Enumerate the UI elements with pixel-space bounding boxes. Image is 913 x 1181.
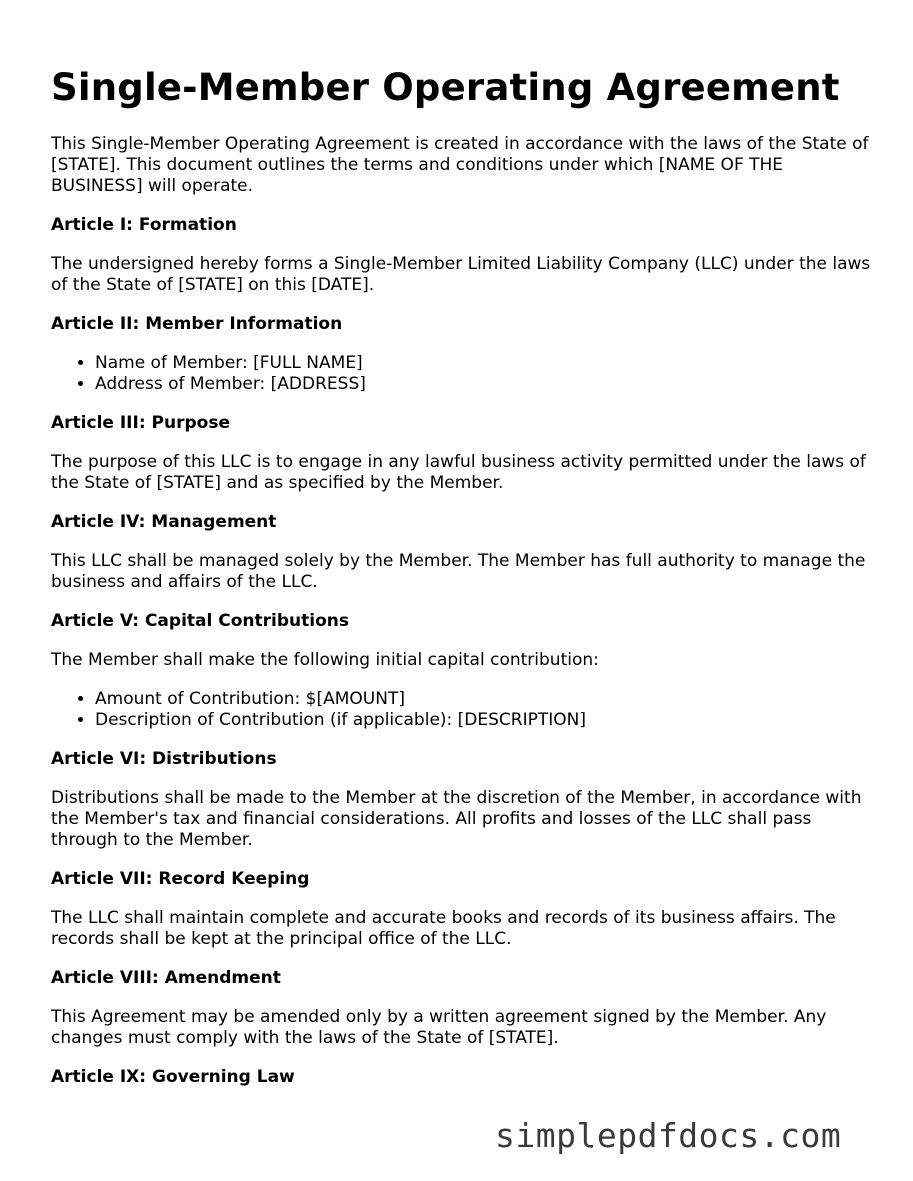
article-text: The undersigned hereby forms a Single-Member Limited Liability Company (LLC) under the laws of the State of [STATE] on this [DATE].: [51, 254, 871, 295]
article-heading: Article VI: Distributions: [51, 749, 277, 769]
article-text: Distributions shall be made to the Member at the discretion of the Member, in accordance with the Member's tax and financial considerations. All profits and losses of the LLC shall pass through to the Member.: [51, 788, 862, 850]
article-record-keeping: [51, 869, 871, 950]
article-text: This Agreement may be amended only by a written agreement signed by the Member. Any changes must comply with the laws of the State of [STATE].: [51, 1007, 827, 1048]
article-heading: Article VIII: Amendment: [51, 968, 281, 988]
article-distributions: [51, 749, 871, 851]
document-page: [51, 64, 871, 1106]
article-capital-contributions: [51, 611, 871, 731]
article-amendment: [51, 968, 871, 1049]
article-purpose: [51, 413, 871, 494]
article-heading: Article V: Capital Contributions: [51, 611, 349, 631]
article-governing-law: [51, 1067, 871, 1088]
article-member-information: [51, 314, 871, 395]
article-heading: Article IX: Governing Law: [51, 1067, 295, 1087]
article-heading: Article VII: Record Keeping: [51, 869, 310, 889]
article-text: The Member shall make the following initial capital contribution:: [51, 650, 599, 670]
article-heading: Article III: Purpose: [51, 413, 230, 433]
article-heading: Article IV: Management: [51, 512, 277, 532]
list-item: • Address of Member: [ADDRESS]: [95, 374, 871, 395]
intro-paragraph: This Single-Member Operating Agreement is created in accordance with the laws of the State of [STATE]. This document outlines the terms and conditions under which [NAME OF THE BUSINESS] will operate.: [51, 134, 869, 196]
list-item: • Name of Member: [FULL NAME]: [95, 353, 871, 374]
article-text: The LLC shall maintain complete and accurate books and records of its business affairs. The records shall be kept at the principal office of the LLC.: [51, 908, 836, 949]
article-heading: Article I: Formation: [51, 215, 237, 235]
article-management: [51, 512, 871, 593]
watermark: simplepdfdocs.com: [495, 1116, 842, 1155]
member-info-list: [51, 353, 871, 395]
list-item: • Description of Contribution (if applicable): [DESCRIPTION]: [95, 710, 871, 731]
article-formation: [51, 215, 871, 296]
article-text: This LLC shall be managed solely by the Member. The Member has full authority to manage the business and affairs of the LLC.: [51, 551, 866, 592]
article-text: The purpose of this LLC is to engage in any lawful business activity permitted under the laws of the State of [STATE] and as specified by the Member.: [51, 452, 866, 493]
list-item: • Amount of Contribution: $[AMOUNT]: [95, 689, 871, 710]
document-title: Single-Member Operating Agreement: [51, 66, 840, 109]
contribution-list: [51, 689, 871, 731]
article-heading: Article II: Member Information: [51, 314, 343, 334]
